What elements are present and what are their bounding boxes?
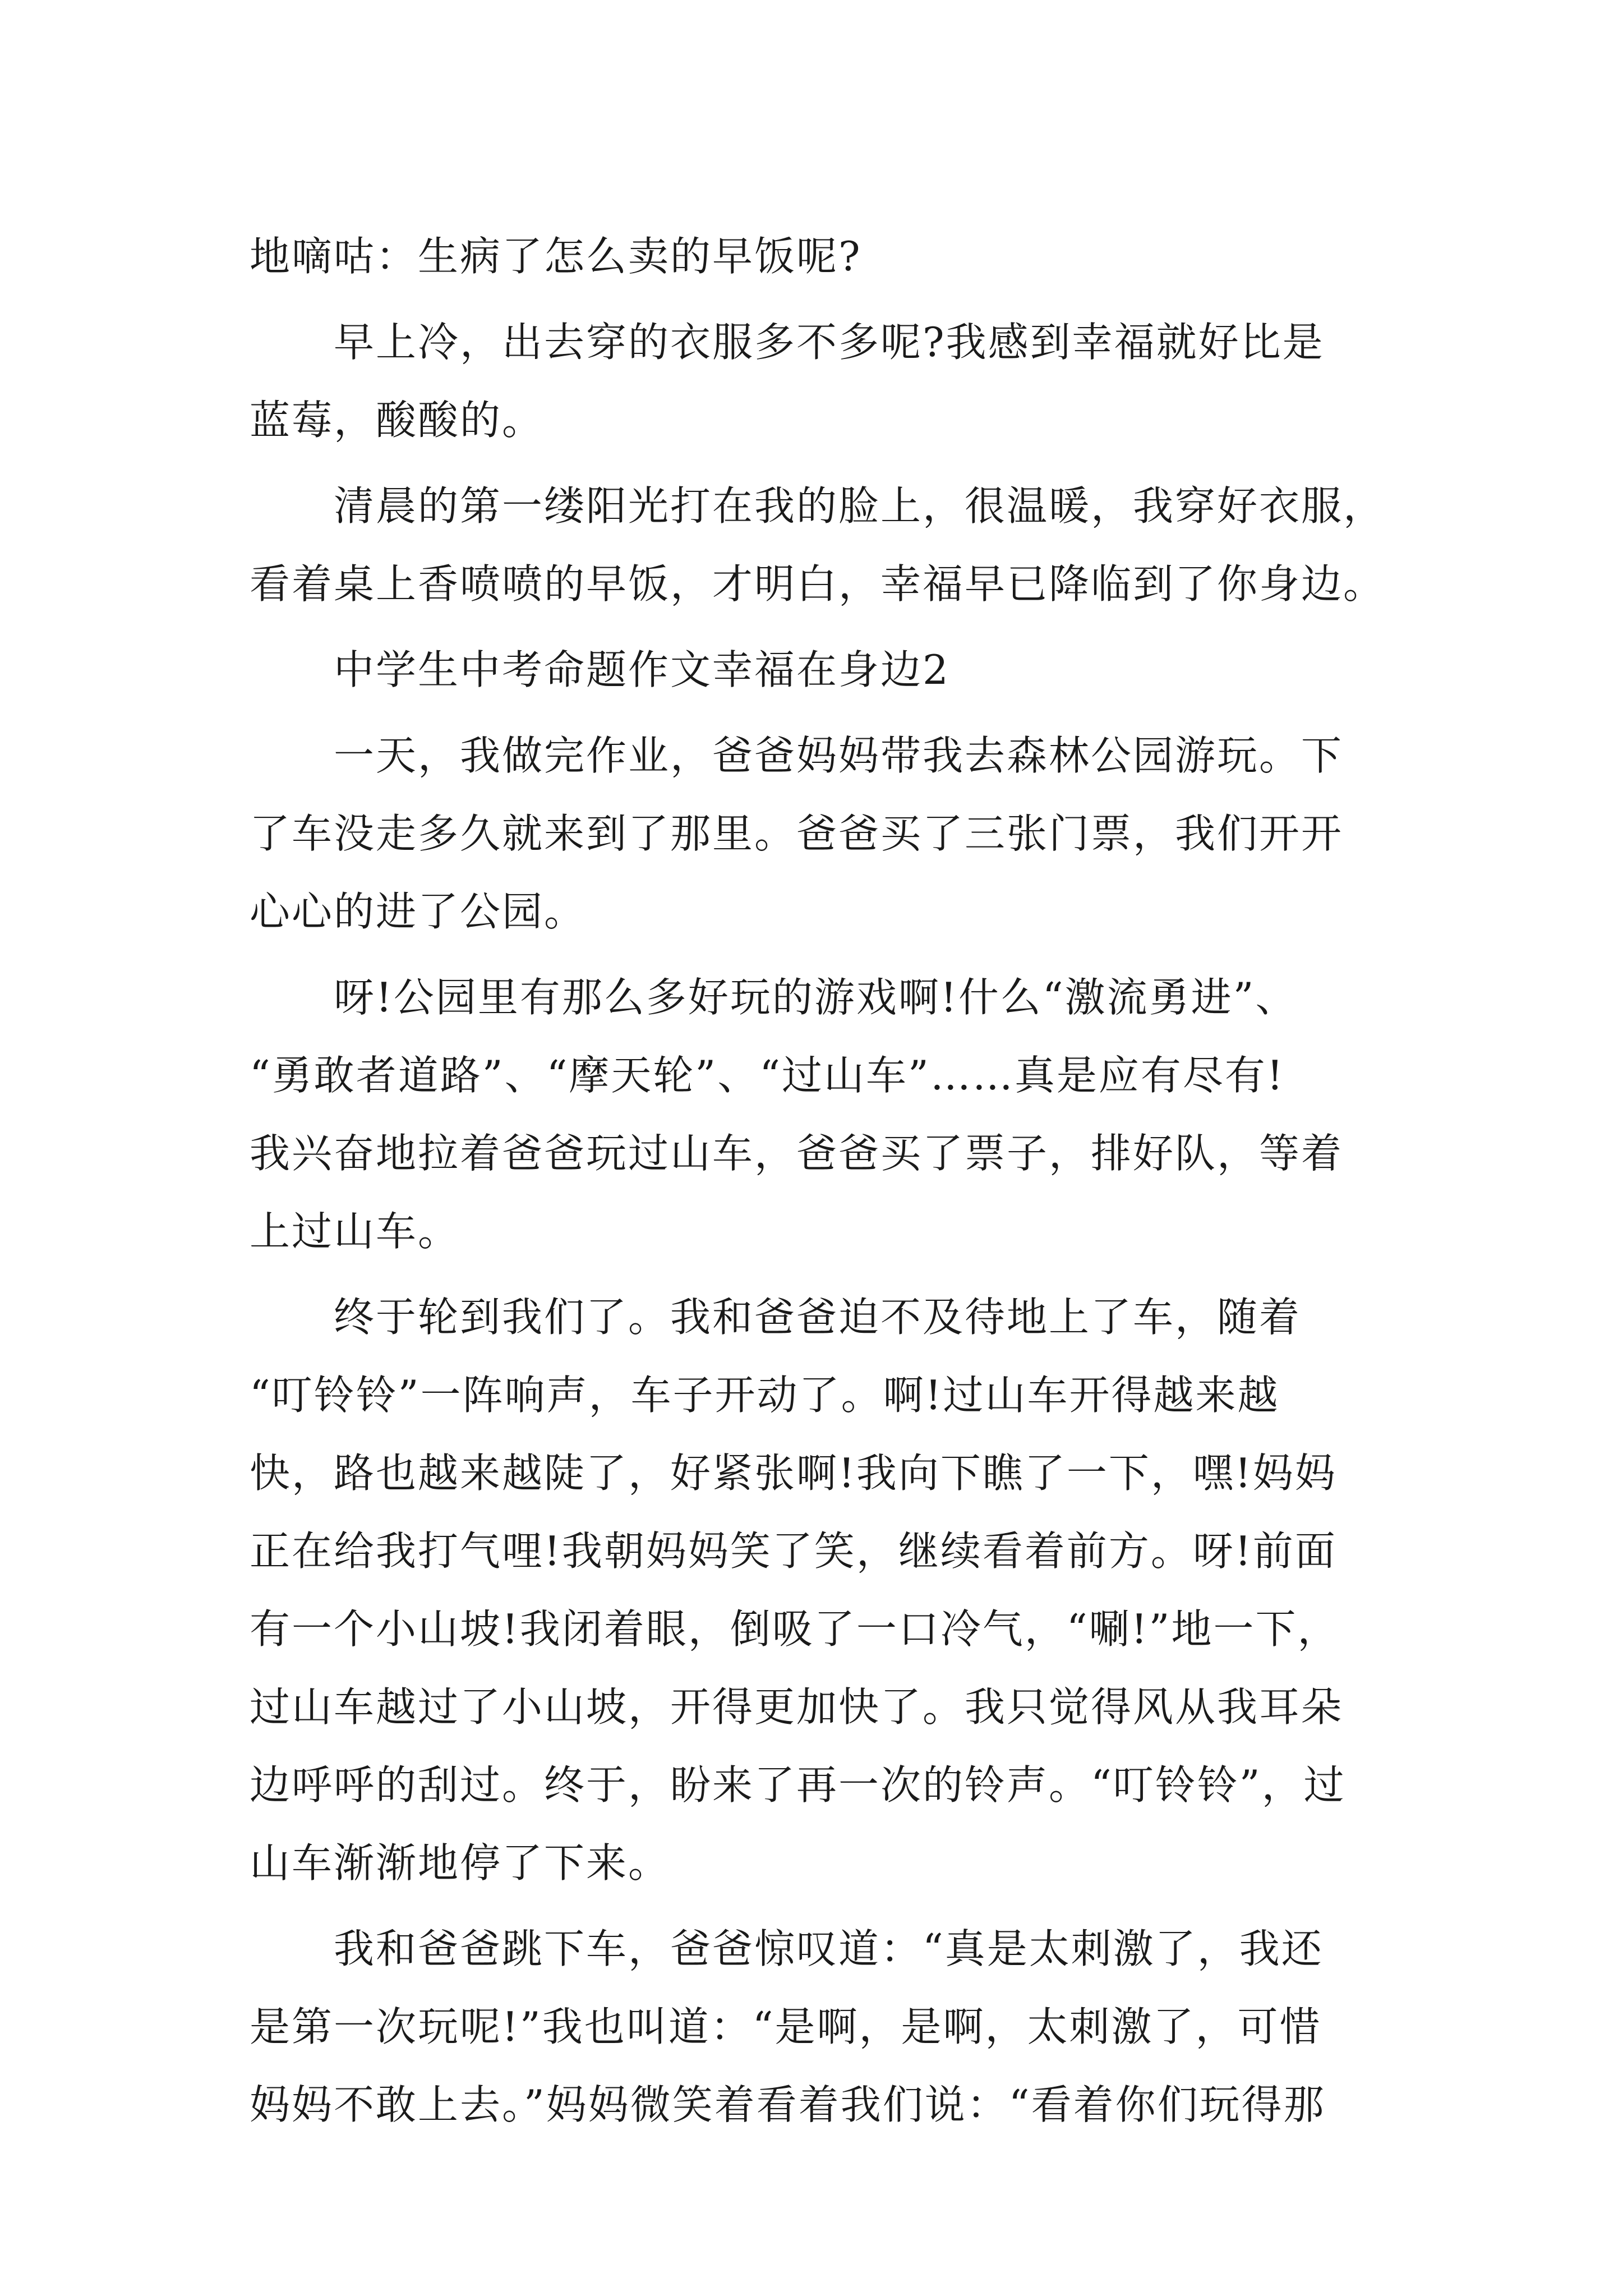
text-line: 山车渐渐地停了下来。 — [250, 1839, 671, 1887]
text-line: 正在给我打气哩!我朝妈妈笑了笑，继续看着前方。呀!前面 — [250, 1527, 1337, 1575]
document-body — [250, 218, 1388, 2144]
text-line: 看着桌上香喷喷的早饭，才明白，幸福早已降临到了你身边。 — [250, 560, 1386, 608]
text-line: 我和爸爸跳下车，爸爸惊叹道：“真是太刺激了，我还 — [334, 1925, 1324, 1972]
text-line: 快，路也越来越陡了，好紧张啊!我向下瞧了一下，嘿!妈妈 — [250, 1450, 1337, 1497]
text-line: 是第一次玩呢!”我也叫道：“是啊，是啊，太刺激了，可惜 — [250, 2003, 1322, 2050]
text-line: 过山车越过了小山坡，开得更加快了。我只觉得风从我耳朵 — [250, 1683, 1344, 1731]
text-line: 我兴奋地拉着爸爸玩过山车，爸爸买了票子，排好队，等着 — [250, 1130, 1344, 1177]
text-line: 蓝莓，酸酸的。 — [250, 397, 545, 444]
text-line: “勇敢者道路”、“摩天轮”、“过山车”……真是应有尽有! — [250, 1052, 1285, 1099]
text-line: 地嘀咕：生病了怎么卖的早饭呢? — [250, 233, 862, 280]
text-line: 中学生中考命题作文幸福在身边2 — [334, 646, 950, 693]
text-line: 妈妈不敢上去。”妈妈微笑着看着我们说：“看着你们玩得那 — [250, 2081, 1326, 2128]
text-line: 心心的进了公园。 — [250, 888, 587, 935]
text-line: 呀!公园里有那么多好玩的游戏啊!什么“激流勇进”、 — [334, 974, 1298, 1021]
text-line: 边呼呼的刮过。终于，盼来了再一次的铃声。“叮铃铃”，过 — [250, 1761, 1346, 1809]
text-line: 清晨的第一缕阳光打在我的脸上，很温暖，我穿好衣服， — [334, 482, 1386, 530]
text-line: 一天，我做完作业，爸爸妈妈带我去森林公园游玩。下 — [334, 732, 1344, 779]
text-line: 有一个小山坡!我闭着眼，倒吸了一口冷气，“唰!”地一下， — [250, 1605, 1340, 1653]
text-line: 终于轮到我们了。我和爸爸迫不及待地上了车，随着 — [334, 1294, 1302, 1341]
text-line: 上过山车。 — [250, 1208, 460, 1255]
text-line: “叮铃铃”一阵响声，车子开动了。啊!过山车开得越来越 — [250, 1372, 1280, 1419]
text-line: 早上冷，出去穿的衣服多不多呢?我感到幸福就好比是 — [334, 319, 1325, 366]
text-line: 了车没走多久就来到了那里。爸爸买了三张门票，我们开开 — [250, 810, 1344, 857]
